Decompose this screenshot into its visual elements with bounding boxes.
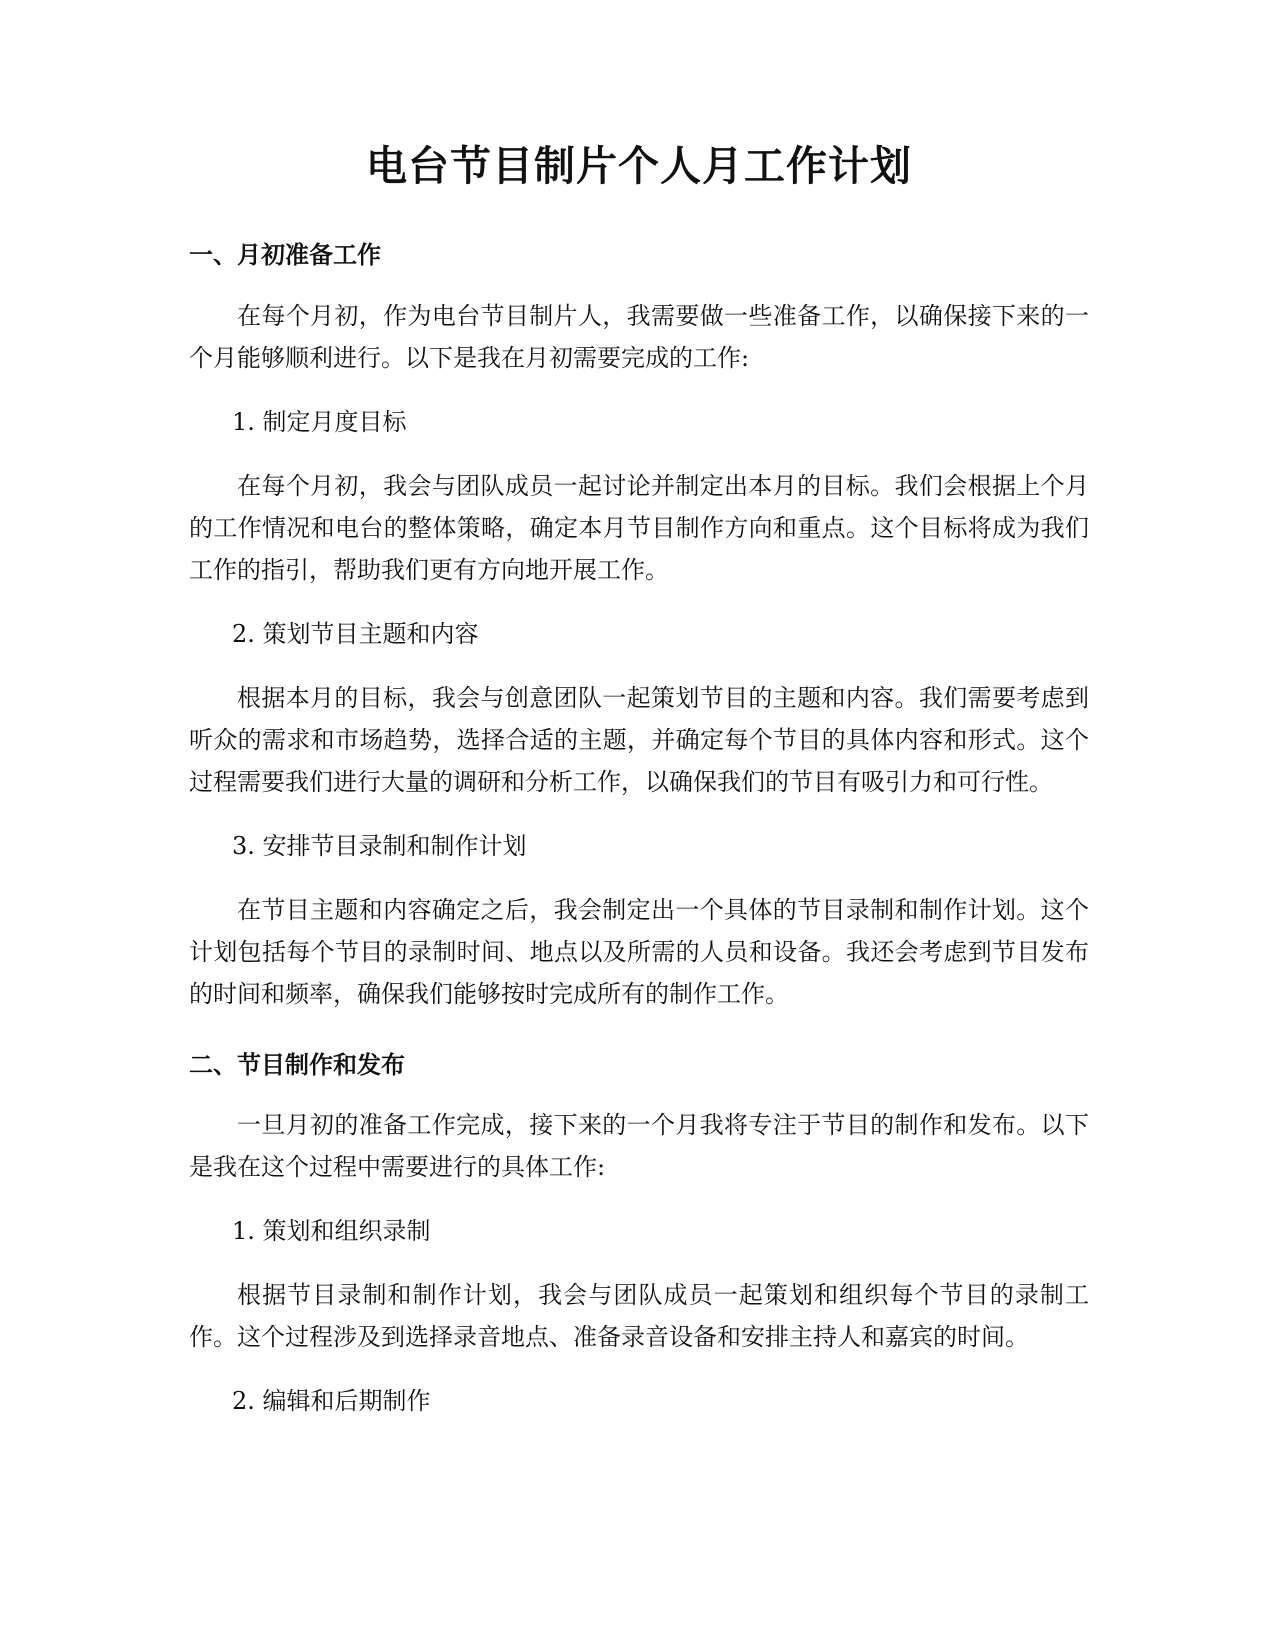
section-intro: 一旦月初的准备工作完成，接下来的一个月我将专注于节目的制作和发布。以下是我在这个过程中需要进行的具体工作: xyxy=(189,1111,1089,1182)
list-item-label: 3. 安排节目录制和制作计划 xyxy=(232,831,527,860)
section-heading: 一、月初准备工作 xyxy=(189,241,381,270)
list-item-label: 2. 编辑和后期制作 xyxy=(232,1387,431,1416)
document-page xyxy=(189,140,1089,1444)
paragraph: 根据本月的目标，我会与创意团队一起策划节目的主题和内容。我们需要考虑到听众的需求和市场趋势，选择合适的主题，并确定每个节目的具体内容和形式。这个过程需要我们进行大量的调研和分析工作，以确保我们的节目有吸引力和可行性。 xyxy=(189,683,1089,796)
list-item-label: 1. 策划和组织录制 xyxy=(232,1217,431,1246)
paragraph: 根据节目录制和制作计划，我会与团队成员一起策划和组织每个节目的录制工作。这个过程涉及到选择录音地点、准备录音设备和安排主持人和嘉宾的时间。 xyxy=(189,1281,1089,1352)
document-title: 电台节目制片个人月工作计划 xyxy=(366,142,912,190)
list-item-label: 1. 制定月度目标 xyxy=(232,407,407,436)
section-heading: 二、节目制作和发布 xyxy=(189,1050,405,1079)
paragraph: 在每个月初，我会与团队成员一起讨论并制定出本月的目标。我们会根据上个月的工作情况和电台的整体策略，确定本月节目制作方向和重点。这个目标将成为我们工作的指引，帮助我们更有方向地开展工作。 xyxy=(189,471,1089,584)
section-intro: 在每个月初，作为电台节目制片人，我需要做一些准备工作，以确保接下来的一个月能够顺利进行。以下是我在月初需要完成的工作: xyxy=(189,301,1089,372)
paragraph: 在节目主题和内容确定之后，我会制定出一个具体的节目录制和制作计划。这个计划包括每个节目的录制时间、地点以及所需的人员和设备。我还会考虑到节目发布的时间和频率，确保我们能够按时完成所有的制作工作。 xyxy=(189,895,1089,1008)
list-item-label: 2. 策划节目主题和内容 xyxy=(232,619,479,648)
